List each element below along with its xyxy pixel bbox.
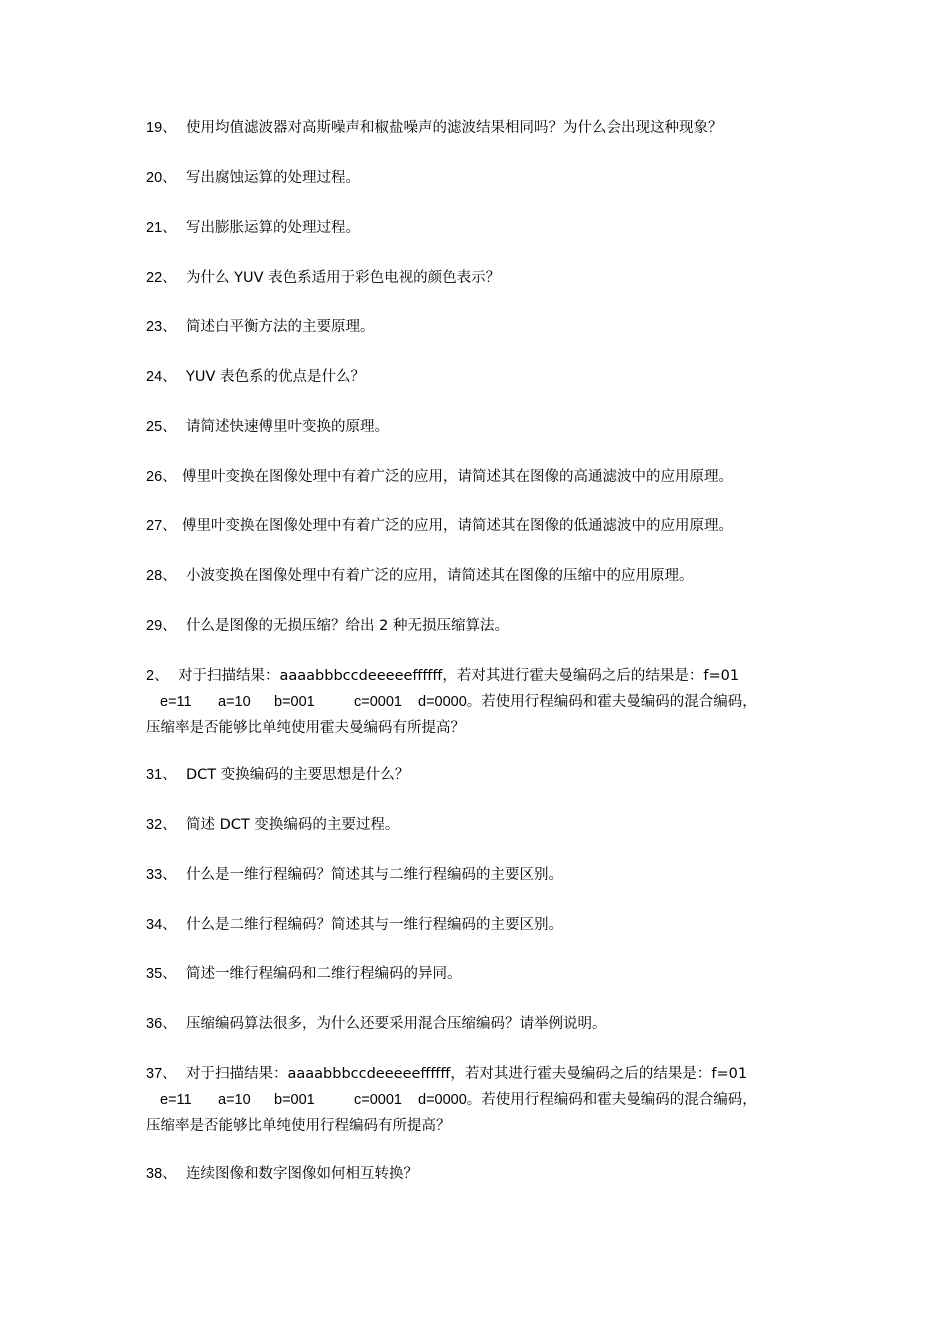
- question-text: 什么是一维行程编码？简述其与二维行程编码的主要区别。: [186, 867, 563, 883]
- question-21: [146, 215, 826, 241]
- code-d: d=0000: [418, 1092, 467, 1108]
- question-line: 压缩率是否能够比单纯使用霍夫曼编码有所提高？: [146, 720, 465, 736]
- question-22: [146, 265, 826, 291]
- question-text: 使用均值滤波器对高斯噪声和椒盐噪声的滤波结果相同吗？为什么会出现这种现象？: [186, 120, 723, 136]
- question-line: [146, 663, 826, 689]
- question-text: 写出膨胀运算的处理过程。: [186, 220, 360, 236]
- question-23: [146, 314, 826, 340]
- question-text: 。若使用行程编码和霍夫曼编码的混合编码，: [466, 1092, 757, 1108]
- code-table-line: [146, 1087, 826, 1113]
- question-number: 25、: [146, 419, 177, 435]
- question-number: 27、: [146, 518, 177, 534]
- question-text: 对于扫描结果：aaaabbbccdeeeeeffffff，若对其进行霍夫曼编码之后的结果是：f=01: [178, 668, 740, 684]
- question-text: 请简述快速傅里叶变换的原理。: [186, 419, 389, 435]
- question-26: [146, 464, 826, 490]
- question-text: 傅里叶变换在图像处理中有着广泛的应用，请简述其在图像的低通滤波中的应用原理。: [182, 518, 733, 534]
- question-34: [146, 912, 826, 938]
- question-text: 小波变换在图像处理中有着广泛的应用，请简述其在图像的压缩中的应用原理。: [186, 568, 694, 584]
- question-number: 28、: [146, 568, 177, 584]
- question-number: 33、: [146, 867, 177, 883]
- question-31: [146, 762, 826, 788]
- question-27: [146, 513, 826, 539]
- question-36: [146, 1011, 826, 1037]
- question-line: 压缩率是否能够比单纯使用行程编码有所提高？: [146, 1118, 451, 1134]
- code-c: c=0001: [354, 1092, 402, 1108]
- question-20: [146, 165, 826, 191]
- question-text: 简述一维行程编码和二维行程编码的异同。: [186, 966, 462, 982]
- question-number: 38、: [146, 1166, 177, 1182]
- question-number: 32、: [146, 817, 177, 833]
- question-text: YUV 表色系的优点是什么？: [186, 369, 365, 385]
- question-text: 。若使用行程编码和霍夫曼编码的混合编码，: [466, 694, 757, 710]
- question-text: 连续图像和数字图像如何相互转换？: [186, 1166, 418, 1182]
- question-text: 简述白平衡方法的主要原理。: [186, 319, 375, 335]
- question-number: 36、: [146, 1016, 177, 1032]
- code-a: a=10: [218, 694, 251, 710]
- question-text: 什么是二维行程编码？简述其与一维行程编码的主要区别。: [186, 917, 563, 933]
- question-text: 对于扫描结果：aaaabbbccdeeeeeffffff，若对其进行霍夫曼编码之后的结果是：f=01: [186, 1066, 748, 1082]
- question-text: 简述 DCT 变换编码的主要过程。: [186, 817, 400, 833]
- code-table-line: [146, 689, 826, 715]
- question-text: 为什么 YUV 表色系适用于彩色电视的颜色表示？: [186, 270, 501, 286]
- question-number: 37、: [146, 1066, 177, 1082]
- code-e: e=11: [160, 1092, 192, 1108]
- question-29: [146, 613, 826, 639]
- question-number: 20、: [146, 170, 177, 186]
- question-33: [146, 862, 826, 888]
- question-text: 压缩编码算法很多，为什么还要采用混合压缩编码？请举例说明。: [186, 1016, 607, 1032]
- question-number: 2、: [146, 668, 169, 684]
- question-37-huffman: [146, 1061, 826, 1139]
- question-38: [146, 1161, 826, 1187]
- question-35: [146, 961, 826, 987]
- question-2-huffman: [146, 663, 826, 741]
- question-number: 22、: [146, 270, 177, 286]
- question-line: [146, 1061, 826, 1087]
- question-text: 傅里叶变换在图像处理中有着广泛的应用，请简述其在图像的高通滤波中的应用原理。: [182, 469, 733, 485]
- question-24: [146, 364, 826, 390]
- code-a: a=10: [218, 1092, 251, 1108]
- question-number: 19、: [146, 120, 177, 136]
- code-d: d=0000: [418, 694, 467, 710]
- question-number: 24、: [146, 369, 177, 385]
- question-28: [146, 563, 826, 589]
- question-number: 29、: [146, 618, 177, 634]
- question-number: 23、: [146, 319, 177, 335]
- question-text: 写出腐蚀运算的处理过程。: [186, 170, 360, 186]
- question-text: 什么是图像的无损压缩？给出 2 种无损压缩算法。: [186, 618, 509, 634]
- question-number: 34、: [146, 917, 177, 933]
- question-25: [146, 414, 826, 440]
- code-b: b=001: [274, 694, 315, 710]
- question-number: 26、: [146, 469, 177, 485]
- code-c: c=0001: [354, 694, 402, 710]
- code-b: b=001: [274, 1092, 315, 1108]
- code-e: e=11: [160, 694, 192, 710]
- question-32: [146, 812, 826, 838]
- question-number: 31、: [146, 767, 177, 783]
- question-text: DCT 变换编码的主要思想是什么？: [186, 767, 410, 783]
- question-number: 35、: [146, 966, 177, 982]
- question-19: [146, 115, 826, 141]
- question-number: 21、: [146, 220, 177, 236]
